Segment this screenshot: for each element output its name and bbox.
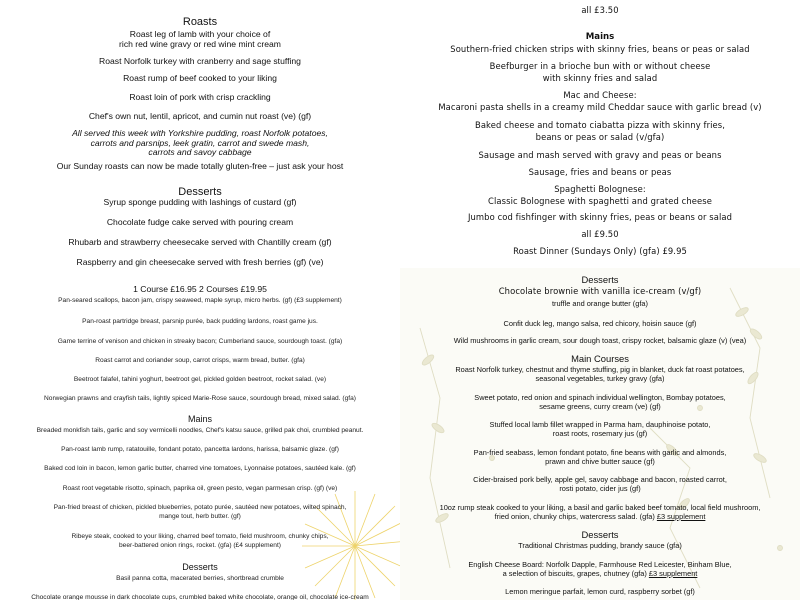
starter-truffle-cut: truffle and orange butter (gfa)	[551, 299, 648, 308]
xmas-lamb-line1: Stuffed local lamb fillet wrapped in Parma ham, dauphinoise potato,	[489, 420, 711, 429]
roast-turkey: Roast Norfolk turkey with cranberry and sage stuffing	[99, 56, 301, 66]
xmas-steak-line2	[400, 512, 800, 521]
main-courses-heading: Main Courses	[571, 353, 629, 364]
xmas-meringue: Lemon meringue parfait, lemon curd, raspberry sorbet (gf)	[505, 587, 695, 596]
starter-wild-mushrooms: Wild mushrooms in garlic cream, sour dough toast, crispy rocket, balsamic glaze (v) (vea)	[453, 336, 747, 345]
steak-supplement: £3 supplement	[656, 512, 706, 521]
xmas-steak-line2-text: fried onion, chunky chips, watercress salad. (gfa)	[494, 512, 657, 521]
childrens-menu	[400, 0, 800, 268]
xmas-desserts-heading: Desserts	[581, 529, 619, 540]
a-la-carte-menu	[0, 296, 400, 600]
starter-partridge: Pan-roast partridge breast, parsnip purée, back pudding lardons, roast game jus.	[82, 318, 318, 325]
xmas-lamb-line2: roast roots, rosemary jus (gf)	[552, 429, 648, 438]
kids-beefburger-line1: Beefburger in a brioche bun with or without cheese	[489, 61, 711, 71]
xmas-wellington-line2: sesame greens, curry cream (ve) (gf)	[539, 402, 661, 411]
desserts-heading: Desserts	[178, 186, 222, 198]
kids-mac-cheese-line2: Macaroni pasta shells in a creamy mild Cheddar sauce with garlic bread (v)	[438, 102, 762, 112]
kids-bolognese-line2: Classic Bolognese with spaghetti and grated cheese	[488, 196, 712, 206]
dessert-raspberry-cheesecake: Raspberry and gin cheesecake served with fresh berries (gf) (ve)	[76, 257, 324, 267]
cheese-supplement: £3 supplement	[648, 569, 698, 578]
course-prices: 1 Course £16.95 2 Courses £19.95	[133, 284, 267, 294]
roast-pork: Roast loin of pork with crisp crackling	[129, 92, 271, 102]
starter-scallops-cut: Pan-seared scallops, bacon jam, crispy seaweed, maple syrup, micro herbs. (gf) (£3 supplement)	[58, 297, 342, 304]
kids-sausage-fries: Sausage, fries and beans or peas	[528, 167, 672, 177]
xmas-cheese-line1: English Cheese Board: Norfolk Dapple, Farmhouse Red Leicester, Binham Blue,	[468, 560, 732, 569]
xmas-turkey-line2: seasonal vegetables, turkey gravy (gfa)	[535, 374, 665, 383]
nut-roast: Chef's own nut, lentil, apricot, and cumin nut roast (ve) (gf)	[88, 111, 312, 121]
kids-pizza-line2: beans or peas or salad (v/gfa)	[535, 132, 665, 142]
kids-mains-price: all £9.50	[581, 229, 619, 239]
xmas-cheese-line2-text: a selection of biscuits, grapes, chutney (gfa)	[502, 569, 649, 578]
xmas-wellington-line1: Sweet potato, red onion and spinach individual wellington, Bombay potatoes,	[474, 393, 726, 402]
main-ribeye-line2: beer-battered onion rings, rocket. (gfa) (£4 supplement)	[119, 542, 281, 549]
xmas-steak-line1: 10oz rump steak cooked to your liking, a basil and garlic baked beef tomato, local field mushroom,	[439, 503, 761, 512]
gluten-free-note: Our Sunday roasts can now be made totally gluten-free – just ask your host	[56, 161, 344, 171]
roast-lamb-line1: Roast leg of lamb with your choice of	[129, 29, 271, 39]
xmas-seabass-line2: prawn and chive butter sauce (gf)	[545, 457, 655, 466]
desserts-heading-2: Desserts	[182, 562, 218, 572]
starter-prawns: Norwegian prawns and crayfish tails, lightly spiced Marie-Rose sauce, sourdough bread, mixed salad. (gfa)	[44, 395, 356, 402]
roast-lamb-line2: rich red wine gravy or red wine mint cream	[119, 39, 281, 49]
dessert-panna-cotta: Basil panna cotta, macerated berries, shortbread crumble	[116, 575, 284, 582]
main-lamb-rump: Pan-roast lamb rump, ratatouille, fondant potato, pancetta lardons, harissa, balsamic glaze. (gf)	[61, 446, 339, 453]
served-note-line1: All served this week with Yorkshire pudding, roast Norfolk potatoes,	[72, 128, 328, 138]
xmas-pudding: Traditional Christmas pudding, brandy sauce (gfa)	[518, 541, 682, 550]
served-note-line2: carrots and parsnips, leek gratin, carrot and swede mash,	[90, 138, 310, 148]
kids-beefburger-line2: with skinny fries and salad	[542, 73, 658, 83]
roasts-heading: Roasts	[182, 16, 218, 28]
kids-mains-heading: Mains	[585, 32, 615, 42]
xmas-pork-line2: rosti potato, cider jus (gf)	[559, 484, 641, 493]
served-note-line3: carrots and savoy cabbage	[148, 147, 252, 157]
kids-brownie: Chocolate brownie with vanilla ice-cream (v/gf)	[498, 286, 702, 296]
kids-pizza-line1: Baked cheese and tomato ciabatta pizza with skinny fries,	[474, 120, 726, 130]
main-chicken-line1: Pan-fried breast of chicken, pickled blueberries, potato purée, sautéed new potatoes, wilted spinach,	[53, 504, 347, 511]
starter-terrine: Game terrine of venison and chicken in streaky bacon; Cumberland sauce, sourdough toast. (gfa)	[57, 338, 343, 345]
kids-bolognese-line1: Spaghetti Bolognese:	[554, 184, 646, 194]
dessert-chocolate-mousse: Chocolate orange mousse in dark chocolate cups, crumbled baked white chocolate, orange oil, chocolate ice-cream	[31, 594, 369, 600]
xmas-turkey-line1: Roast Norfolk turkey, chestnut and thyme stuffing, pig in blanket, duck fat roast potatoes,	[455, 365, 745, 374]
kids-chicken-strips: Southern-fried chicken strips with skinny fries, beans or peas or salad	[450, 44, 750, 54]
kids-sausage-mash: Sausage and mash served with gravy and peas or beans	[478, 150, 722, 160]
starter-falafel: Beetroot falafel, tahini yoghurt, beetroot gel, pickled golden beetroot, rocket salad. (ve)	[73, 376, 327, 383]
kids-desserts-heading: Desserts	[581, 274, 619, 285]
dessert-fudge-cake: Chocolate fudge cake served with pouring cream	[106, 217, 294, 227]
starters-price: all £3.50	[581, 5, 619, 15]
xmas-seabass-line1: Pan-fried seabass, lemon fondant potato, fine beans with garlic and almonds,	[473, 448, 727, 457]
main-cod-loin: Baked cod loin in bacon, lemon garlic butter, charred vine tomatoes, Lyonnaise potatoes, sautéed kale. (gf)	[44, 465, 356, 472]
roast-beef: Roast rump of beef cooked to your liking	[123, 73, 277, 83]
kids-roast-dinner: Roast Dinner (Sundays Only) (gfa) £9.95	[513, 246, 687, 256]
main-monkfish: Breaded monkfish tails, garlic and soy vermicelli noodles, Chef's katsu sauce, grilled pak choi, crumbled peanut.	[36, 427, 364, 434]
sunday-roast-menu	[0, 0, 400, 296]
main-risotto: Roast root vegetable risotto, spinach, paprika oil, green pesto, vegan parmesan crisp. (gf) (ve)	[62, 485, 338, 492]
christmas-menu	[400, 268, 800, 600]
starter-duck-leg: Confit duck leg, mango salsa, red chicory, hoisin sauce (gf)	[503, 319, 697, 328]
xmas-cheese-line2	[400, 569, 800, 578]
kids-fishfinger: Jumbo cod fishfinger with skinny fries, peas or beans or salad	[467, 212, 733, 222]
mains-heading: Mains	[187, 414, 212, 424]
kids-mac-cheese-line1: Mac and Cheese:	[563, 90, 637, 100]
main-chicken-line2: mange tout, herb butter. (gf)	[159, 513, 241, 520]
main-ribeye-line1: Ribeye steak, cooked to your liking, charred beef tomato, field mushroom, chunky chips,	[71, 533, 329, 540]
dessert-syrup-sponge: Syrup sponge pudding with lashings of custard (gf)	[103, 197, 297, 207]
xmas-pork-line1: Cider-braised pork belly, apple gel, savoy cabbage and bacon, roasted carrot,	[473, 475, 727, 484]
dessert-rhubarb-cheesecake: Rhubarb and strawberry cheesecake served with Chantilly cream (gf)	[68, 237, 332, 247]
starter-soup: Roast carrot and coriander soup, carrot crisps, warm bread, butter. (gfa)	[95, 357, 305, 364]
